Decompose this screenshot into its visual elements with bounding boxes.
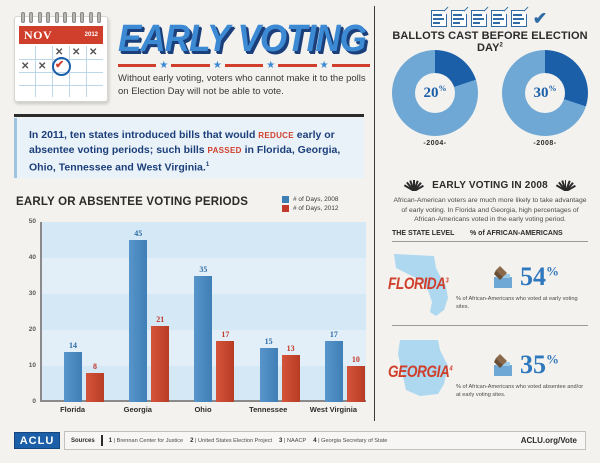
donut-label: -2008- [533,140,557,147]
chart-bar-group [301,222,366,402]
state-name-florida [388,274,448,294]
georgia-percent [520,350,559,380]
footer [0,428,600,454]
florida-label: FLORIDA [388,274,446,293]
bar-2012 [151,326,169,402]
star-icon: ★ [212,59,222,71]
chart-bar-group [105,222,170,402]
sunburst-icon [402,180,426,191]
legend-item-2012 [282,205,368,212]
chart-x-label: Georgia [123,405,152,414]
table-rule-middle [392,325,588,326]
chart-bar-group [236,222,301,402]
chart-y-tick: 50 [28,218,36,225]
source-item: 1 | Brennan Center for Justice [108,437,184,444]
bar-value-2008: 35 [199,265,208,274]
bar-2012 [216,341,234,402]
florida-percent-value: 54 [520,262,546,291]
bar-2008 [64,352,82,402]
chart-y-tick: 10 [28,362,36,369]
bar-value-2012: 8 [93,362,97,372]
georgia-footnote: 4 [449,365,453,373]
ballot-box-icon [492,352,514,378]
chart-x-label: Tennessee [249,405,288,414]
donut-ring [392,50,478,136]
legend-swatch-2008 [282,196,289,203]
statement-part-1: In 2011, ten states introduced bills that would [29,129,259,141]
georgia-percent-unit: % [546,351,559,367]
bar-2012 [86,373,104,402]
star-icon: ★ [319,59,329,71]
donut-label: -2004- [423,140,447,147]
donut-chart [499,50,591,147]
star-icon: ★ [159,59,169,71]
legend-label-2008: # of Days, 2008 [293,196,339,203]
sources-box [64,431,586,450]
donut-chart [389,50,481,147]
section-heading-row [380,180,600,191]
ballot-icon-row [400,10,580,27]
statement-part-3: in Florida, Georgia, Ohio, Tennessee and West Virginia. [29,144,341,174]
source-item: 4 | Georgia Secretary of State [313,437,388,444]
bar-2008 [325,341,343,402]
chart-y-tick: 40 [28,254,36,261]
check-icon: ✔ [55,59,65,71]
chart-x-label: Florida [60,405,86,414]
source-item: 3 | NAACP [279,437,307,444]
state-row-florida [380,246,600,324]
chart-x-labels [40,405,366,414]
chart-y-tick: 0 [32,398,36,405]
calendar-icon [14,16,108,102]
calendar-rings [21,12,101,22]
bar-2008 [194,276,212,402]
bar-value-2008: 45 [134,229,143,238]
statement-part-2: early or absentee voting periods; such bills [29,129,335,156]
florida-percent [520,262,559,292]
page-title: EARLY VOTING [118,18,366,60]
aclu-logo: ACLU [14,432,60,449]
ballot-icon [511,10,527,27]
florida-footnote: 3 [445,277,449,285]
section-body-text: African-American voters are much more likely to take advantage of early voting. In Florida and Georgia, high percentages of African-Americans voted in the early voting period. [393,197,587,223]
state-row-georgia [380,332,600,410]
chart-x-label: West Virginia [309,405,358,414]
calendar-x-mark: ✕ [72,47,81,58]
state-name-georgia [388,362,452,382]
bar-value-2008: 15 [264,337,273,346]
chart-bar-groups [40,222,366,402]
donut-center [525,73,565,113]
chart-y-tick: 20 [28,326,36,333]
chart-title: EARLY OR ABSENTEE VOTING PERIODS [16,196,249,208]
bar-value-2008: 17 [329,329,338,339]
donut-ring [502,50,588,136]
legend-swatch-2012 [282,205,289,212]
ballot-box-icon [492,264,514,290]
bar-value-2008: 14 [69,340,77,350]
florida-percent-unit: % [546,263,559,279]
calendar-year: 2012 [84,32,98,38]
bar-2012 [347,366,365,402]
star-icon: ★ [266,59,276,71]
calendar-x-mark: ✕ [21,61,30,72]
ballot-icon [471,10,487,27]
calendar-x-mark: ✕ [55,47,64,58]
table-rule-top [392,241,588,242]
statement-top-rule [14,114,364,117]
georgia-caption: % of African-Americans who voted absentee and/or at early voting sites. [456,384,584,398]
sources-label: Sources [71,437,95,444]
bar-value-2012: 10 [351,355,360,364]
page-subtitle: Without early voting, voters who cannot make it to the polls on Election Day will not be able to vote. [118,73,366,97]
chart-bar-group [170,222,235,402]
chart-y-tick: 30 [28,290,36,297]
bar-2012 [282,355,300,402]
state-table-header [392,230,588,237]
source-item: 2 | United States Election Project [190,437,273,444]
statement-box [14,118,364,178]
footer-url[interactable]: ACLU.org/Vote [520,436,577,445]
statement-keyword-passed: PASSED [207,146,242,155]
calendar-x-mark: ✕ [38,61,47,72]
bar-2008 [260,348,278,402]
florida-caption: % of African-Americans who voted at early voting sites. [456,296,578,310]
ballot-icon [431,10,447,27]
statement-text [29,128,352,176]
legend-label-2012: # of Days, 2012 [293,205,339,212]
ballots-heading-text: BALLOTS CAST BEFORE ELECTION DAY [392,30,588,54]
column-header-percent: % of AFRICAN-AMERICANS [470,230,563,237]
section-heading: EARLY VOTING IN 2008 [432,180,548,191]
chart-x-label: Ohio [194,405,212,414]
donut-value: 20% [423,84,447,101]
calendar-header [19,26,103,44]
sunburst-icon [554,180,578,191]
column-divider [374,6,375,421]
column-header-state: THE STATE LEVEL [392,230,455,237]
statement-keyword-reduce: REDUCE [258,131,294,140]
bar-value-2012: 13 [286,344,295,354]
georgia-label: GEORGIA [388,362,450,381]
right-column [380,0,600,425]
donut-center [415,73,455,113]
ballot-icon [451,10,467,27]
calendar-grid [19,46,103,97]
chart-legend [282,196,368,214]
bar-value-2012: 17 [221,329,230,339]
ballots-heading-footnote: 2 [499,42,503,49]
donut-value: 30% [533,84,557,101]
calendar-month: NOV [24,27,53,42]
ballot-icon [491,10,507,27]
donut-chart-row [380,50,600,147]
bar-value-2012: 21 [156,315,165,325]
calendar-x-mark: ✕ [89,47,98,58]
chart-bar-group [40,222,105,402]
statement-footnote: 1 [205,162,210,168]
sources-list [103,438,521,444]
legend-item-2008 [282,196,368,203]
star-divider [118,61,370,70]
checkmark-icon: ✔ [532,9,548,28]
georgia-percent-value: 35 [520,350,546,379]
